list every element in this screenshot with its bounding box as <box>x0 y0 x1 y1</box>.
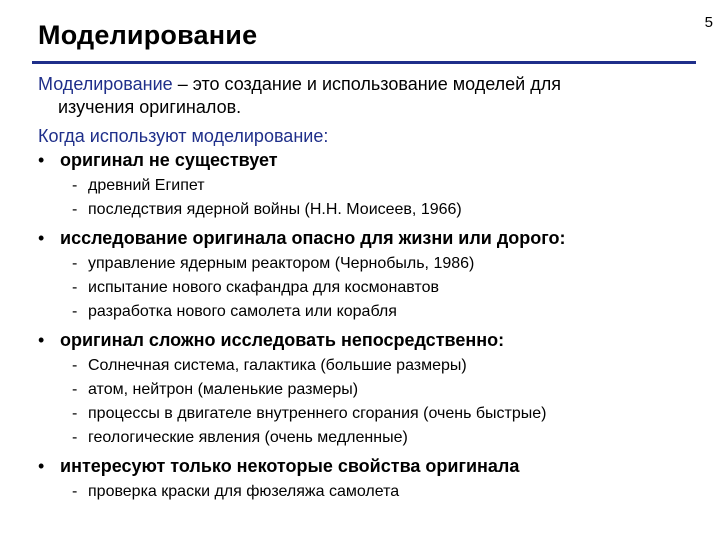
bullet-icon: • <box>38 456 45 476</box>
sections-list <box>38 148 698 504</box>
dash-icon: - <box>72 429 78 446</box>
bullet-heading: оригинал сложно исследовать непосредственно: <box>60 330 505 350</box>
sub-list-item <box>38 480 698 504</box>
slide-content <box>38 73 698 508</box>
bullet-icon: • <box>38 228 45 248</box>
sub-item-text: геологические явления (очень медленные) <box>88 429 408 446</box>
bullet-heading: интересуют только некоторые свойства оригинала <box>60 456 520 476</box>
section-item <box>38 148 698 222</box>
sub-list-item <box>38 174 698 198</box>
sub-item-text: древний Египет <box>88 177 205 194</box>
definition-paragraph <box>38 73 698 119</box>
sub-list <box>38 354 698 450</box>
page-number: 5 <box>704 14 713 31</box>
definition-term: Моделирование <box>38 74 173 94</box>
sub-list-item <box>38 252 698 276</box>
dash-icon: - <box>72 483 78 500</box>
bullet-item <box>38 328 698 352</box>
title-divider <box>32 61 696 64</box>
sub-item-text: процессы в двигателе внутреннего сгорания (очень быстрые) <box>88 405 547 422</box>
sub-list-item <box>38 276 698 300</box>
dash-icon: - <box>72 255 78 272</box>
sub-item-text: последствия ядерной войны (Н.Н. Моисеев, 1966) <box>88 201 462 218</box>
sub-list-item <box>38 300 698 324</box>
definition-text-line2: изучения оригиналов. <box>58 97 242 117</box>
sub-list-item <box>38 378 698 402</box>
bullet-item <box>38 148 698 172</box>
dash-icon: - <box>72 177 78 194</box>
section-item <box>38 226 698 324</box>
dash-icon: - <box>72 279 78 296</box>
sub-item-text: атом, нейтрон (маленькие размеры) <box>88 381 359 398</box>
usage-question: Когда используют моделирование: <box>38 126 329 146</box>
sub-item-text: испытание нового скафандра для космонавтов <box>88 279 439 296</box>
bullet-heading: оригинал не существует <box>60 150 278 170</box>
bullet-item <box>38 454 698 478</box>
sub-list-item <box>38 198 698 222</box>
sub-list <box>38 252 698 324</box>
sub-item-text: разработка нового самолета или корабля <box>88 303 397 320</box>
sub-list-item <box>38 402 698 426</box>
sub-list-item <box>38 354 698 378</box>
bullet-heading: исследование оригинала опасно для жизни или дорого: <box>60 228 566 248</box>
dash-icon: - <box>72 381 78 398</box>
dash-icon: - <box>72 405 78 422</box>
sub-item-text: Солнечная система, галактика (большие размеры) <box>88 357 467 374</box>
section-item <box>38 454 698 504</box>
sub-item-text: проверка краски для фюзеляжа самолета <box>88 483 400 500</box>
definition-text-line1: – это создание и использование моделей для <box>172 74 561 94</box>
dash-icon: - <box>72 357 78 374</box>
bullet-icon: • <box>38 330 45 350</box>
sub-list <box>38 480 698 504</box>
sub-item-text: управление ядерным реактором (Чернобыль, 1986) <box>88 255 475 272</box>
dash-icon: - <box>72 201 78 218</box>
bullet-icon: • <box>38 150 45 170</box>
section-item <box>38 328 698 450</box>
sub-list-item <box>38 426 698 450</box>
bullet-item <box>38 226 698 250</box>
dash-icon: - <box>72 303 78 320</box>
sub-list <box>38 174 698 222</box>
slide-title: Моделирование <box>38 20 258 50</box>
